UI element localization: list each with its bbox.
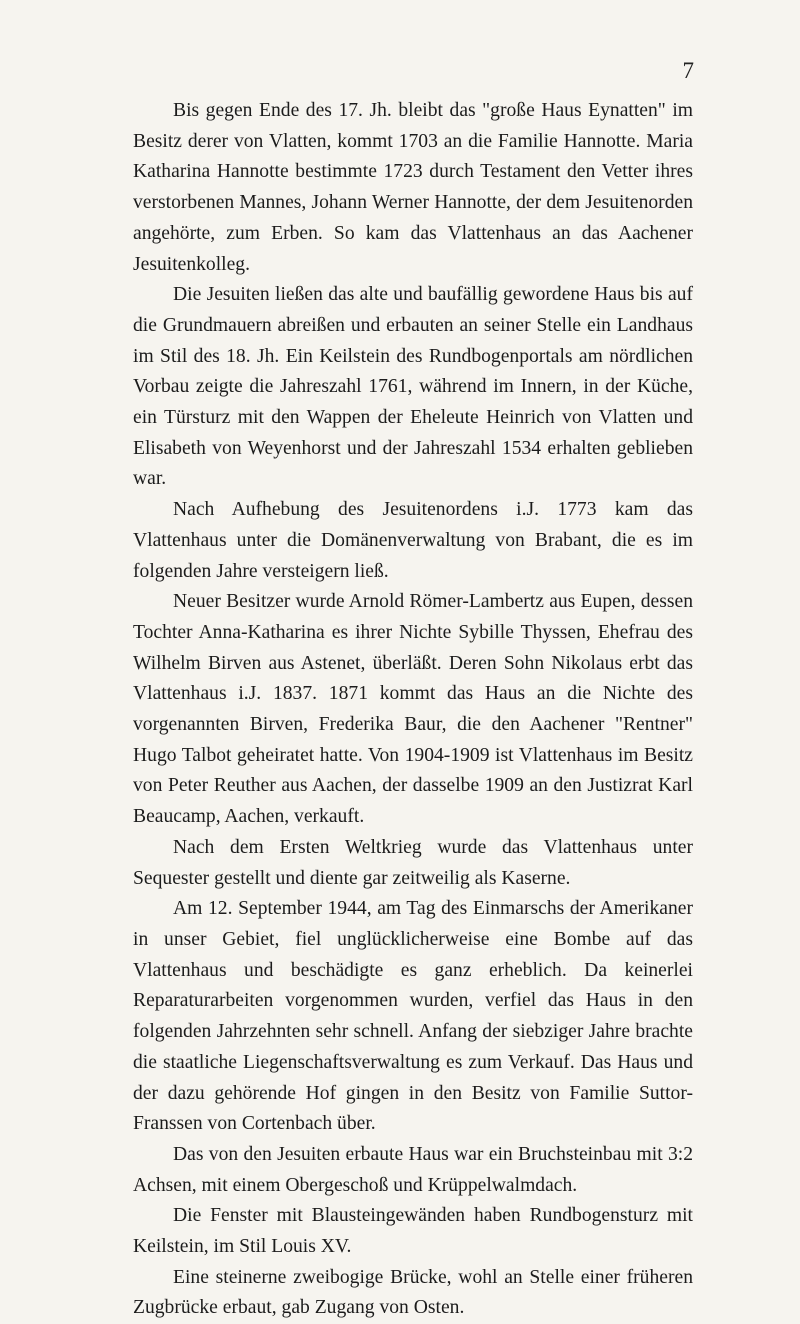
paragraph-jesuit-rebuild: Die Jesuiten ließen das alte und baufällig gewordene Haus bis auf die Grundmauern abreißen und erbauten an seiner Stelle ein Landhaus im Stil des 18. Jh. Ein Keilstein des Rundbogenportals am nördlichen Vorbau zeigte die Jahreszahl 1761, während im Innern, in der Küche, ein Türsturz mit den Wappen der Eheleute Heinrich von Vlatten und Elisabeth von Weyenhorst und der Jahreszahl 1534 erhalten geblieben war. [133,284,693,490]
paragraph-world-war-one: Nach dem Ersten Weltkrieg wurde das Vlattenhaus unter Sequester gestellt und diente gar zeitweilig als Kaserne. [133,836,693,889]
paragraph-building-description: Das von den Jesuiten erbaute Haus war ein Bruchsteinbau mit 3:2 Achsen, mit einem Obergeschoß und Krüppelwalmdach. [133,1143,693,1196]
body-text [133,96,693,1324]
paragraph-bridge: Eine steinerne zweibogige Brücke, wohl an Stelle einer früheren Zugbrücke erbaut, gab Zugang von Osten. [133,1266,693,1319]
page-number: 7 [682,58,694,83]
paragraph-windows: Die Fenster mit Blausteingewänden haben Rundbogensturz mit Keilstein, im Stil Louis XV. [133,1205,693,1258]
paragraph-ownership-hannotte: Bis gegen Ende des 17. Jh. bleibt das "große Haus Eynatten" im Besitz derer von Vlatten, kommt 1703 an die Familie Hannotte. Maria Katharina Hannotte bestimmte 1723 durch Testament den Vetter ihres verstorbenen Mannes, Johann Werner Hannotte, der dem Jesuitenorden angehörte, zum Erben. So kam das Vlattenhaus an das Aachener Jesuitenkolleg. [133,100,693,275]
paragraph-new-owners: Neuer Besitzer wurde Arnold Römer-Lambertz aus Eupen, dessen Tochter Anna-Katharina es ihrer Nichte Sybille Thyssen, Ehefrau des Wilhelm Birven aus Astenet, überläßt. Deren Sohn Nikolaus erbt das Vlattenhaus i.J. 1837. 1871 kommt das Haus an die Nichte des vorgenannten Birven, Frederika Baur, die den Aachener "Rentner" Hugo Talbot geheiratet hatte. Von 1904-1909 ist Vlattenhaus im Besitz von Peter Reuther aus Aachen, der dasselbe 1909 an den Justizrat Karl Beaucamp, Aachen, verkauft. [133,591,693,828]
paragraph-dissolution: Nach Aufhebung des Jesuitenordens i.J. 1773 kam das Vlattenhaus unter die Domänenverwaltung von Brabant, die es im folgenden Jahre versteigern ließ. [133,499,693,582]
paragraph-world-war-two: Am 12. September 1944, am Tag des Einmarschs der Amerikaner in unser Gebiet, fiel unglücklicherweise eine Bombe auf das Vlattenhaus und beschädigte es ganz erheblich. Da keinerlei Reparaturarbeiten vorgenommen wurden, verfiel das Haus in den folgenden Jahrzehnten sehr schnell. Anfang der siebziger Jahre brachte die staatliche Liegenschaftsverwaltung es zum Verkauf. Das Haus und der dazu gehörende Hof gingen in den Besitz von Familie Suttor-Franssen von Cortenbach über. [133,898,693,1135]
